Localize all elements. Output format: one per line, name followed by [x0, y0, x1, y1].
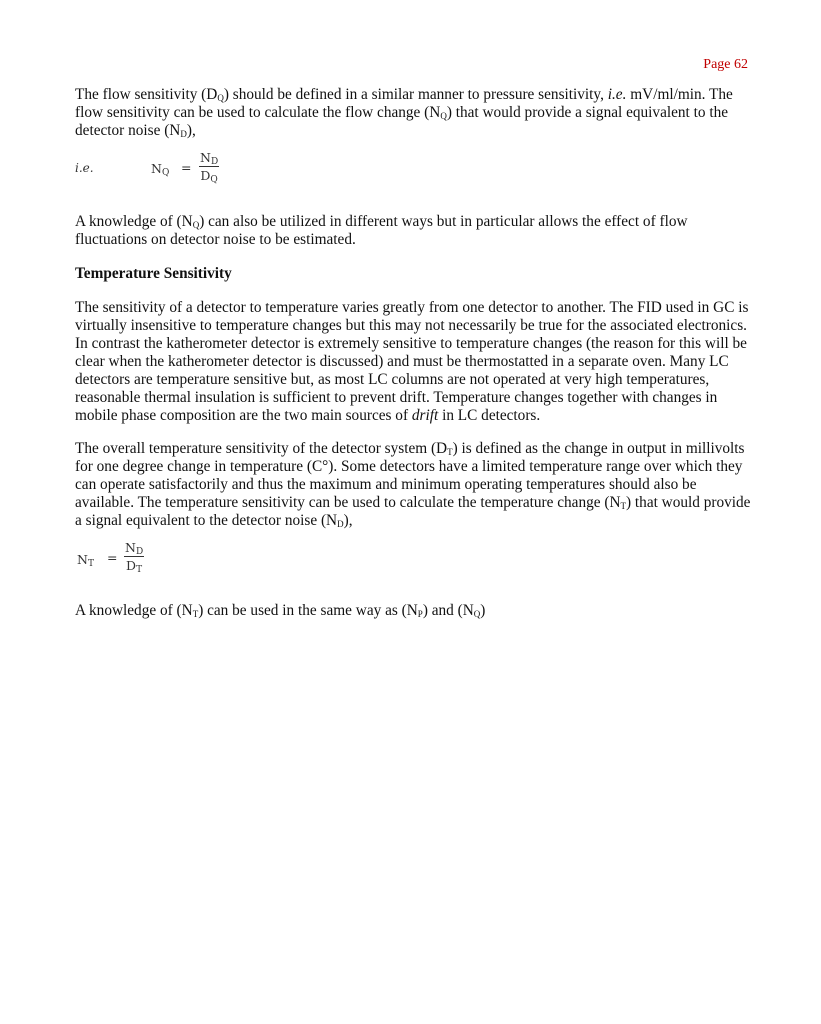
fraction-numerator: $N_D$ — [200, 150, 219, 167]
equation-fraction — [124, 541, 144, 573]
page-number: Page 62 — [703, 57, 748, 72]
document-body — [75, 86, 755, 620]
fraction-denominator: $D_Q$ — [200, 168, 218, 185]
section-heading: Temperature Sensitivity — [75, 265, 232, 282]
equals-sign: = — [181, 160, 192, 175]
paragraph-flow-sensitivity: The flow sensitivity $(D_Q)$ should be defined in a similar manner to pressure sensitivity, i.e. mV/ml/min. The flow sensitivity can be used to calculate the flow change $(N_Q)$ that would provide a signal equivalent to the detector noise $(N_D)$, — [75, 86, 733, 139]
equation-fraction — [199, 151, 219, 183]
equation-temperature-change — [75, 541, 755, 593]
paragraph-temperature-knowledge: A knowledge of $(N_T)$ can be used in the same way as $(N_P)$ and $(N_Q)$ — [75, 602, 486, 619]
fraction-denominator: $D_T$ — [126, 558, 143, 575]
equation-lhs: $N_Q$ — [151, 161, 170, 178]
equation-flow-change — [75, 151, 755, 203]
paragraph-flow-knowledge: A knowledge of $(N_Q)$ can also be utilized in different ways but in particular allows the effect of flow fluctuations on detector noise to be estimated. — [75, 213, 688, 248]
equation-lhs: $N_T$ — [77, 552, 94, 569]
paragraph-temperature-definition: The overall temperature sensitivity of the detector system $(D_T)$ is defined as the change in output in millivolts for one degree change in temperature (C°). Some detectors have a limited temperature range over which they can operate satisfactorily and thus the maximum and minimum operating temperatures should also be available. The temperature sensitivity can be used to calculate the temperature change $(N_T)$ that would provide a signal equivalent to the detector noise $(N_D)$, — [75, 440, 751, 529]
equals-sign: = — [107, 550, 118, 565]
fraction-numerator: $N_D$ — [125, 540, 144, 557]
paragraph-temperature-sensitivity: The sensitivity of a detector to temperature varies greatly from one detector to another. The FID used in GC is virtually insensitive to temperature changes but this may not necessarily be true for the associated electronics. In contrast the katherometer detector is extremely sensitive to temperature changes (the reason for this will be clear when the katherometer detector is discussed) and must be thermostatted in a separate oven. Many LC detectors are temperature sensitive but, as most LC columns are not operated at very high temperatures, reasonable thermal insulation is sufficient to prevent drift. Temperature changes together with changes in mobile phase composition are the two main sources of drift in LC detectors. — [75, 299, 749, 424]
equation-prefix: i.e. — [75, 161, 94, 175]
